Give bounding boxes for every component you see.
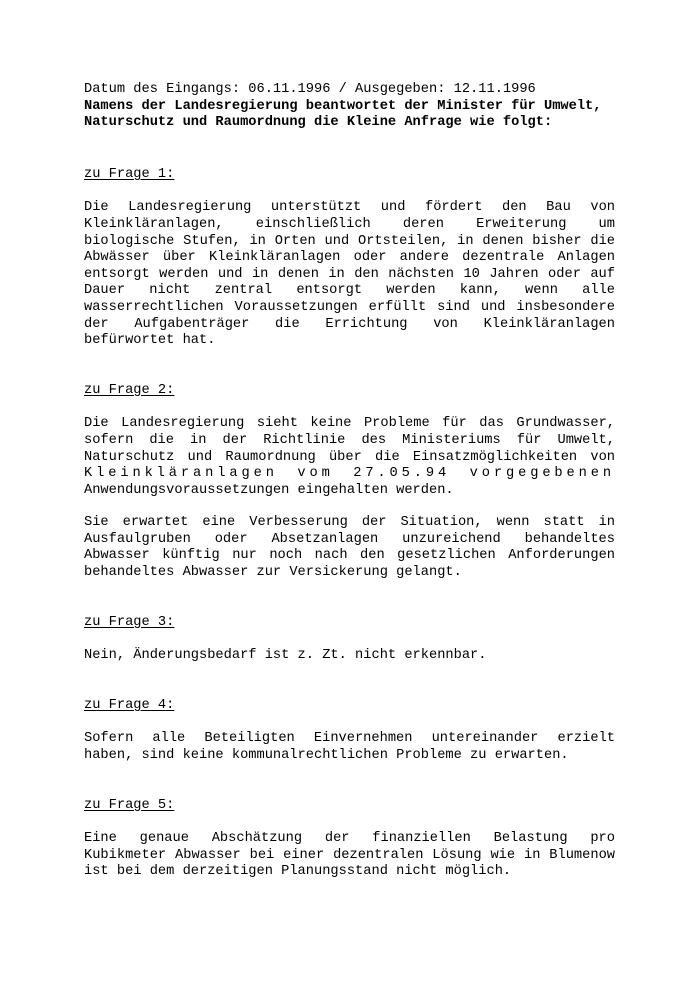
received-date-line: Datum des Eingangs: 06.11.1996 / Ausgegeben: 12.11.1996: [84, 82, 536, 97]
text-line: Anwendungsvoraussetzungen eingehalten werden.: [84, 482, 454, 498]
intro-statement: [84, 99, 615, 132]
text-line: Die Landesregierung sieht keine Probleme für das Grundwasser,: [84, 416, 615, 432]
answer-paragraph: [84, 648, 615, 665]
answer-paragraph: [84, 515, 615, 581]
text-line: entsorgt werden und in denen in den nächsten 10 Jahren oder auf: [84, 266, 615, 282]
text-line: Ausfaulgruben oder Absetzanlagen unzureichend behandeltes: [84, 531, 615, 547]
text-line: Abwässer über Kleinkläranlagen oder andere dezentrale Anlagen: [84, 250, 615, 266]
section-heading: zu Frage 4:: [84, 697, 175, 713]
section-heading: zu Frage 1:: [84, 166, 175, 182]
section-heading: zu Frage 2:: [84, 382, 175, 398]
text-line: Eine genaue Abschätzung der finanziellen Belastung pro: [84, 831, 615, 847]
answer-paragraph: [84, 731, 615, 764]
section-frage-2: [84, 383, 615, 582]
section-heading: zu Frage 5:: [84, 797, 175, 813]
text-line: befürwortet hat.: [84, 333, 216, 349]
document-page: [84, 82, 615, 881]
text-line: Nein, Änderungsbedarf ist z. Zt. nicht erkennbar.: [84, 648, 487, 664]
answer-paragraph: [84, 416, 615, 499]
text-line: wasserrechtlichen Voraussetzungen erfüllt sind und insbesondere: [84, 299, 615, 315]
text-line: behandeltes Abwasser zur Versickerung gelangt.: [84, 565, 462, 581]
text-line: Sofern alle Beteiligten Einvernehmen untereinander erzielt: [84, 731, 615, 747]
text-line: biologische Stufen, in Orten und Ortsteilen, in denen bisher die: [84, 233, 615, 249]
intro-line: Namens der Landesregierung beantwortet der Minister für Umwelt,: [84, 98, 602, 114]
text-line: Dauer nicht zentral entsorgt werden kann, wenn alle: [84, 283, 615, 299]
section-frage-1: [84, 167, 615, 350]
text-line: haben, sind keine kommunalrechtlichen Probleme zu erwarten.: [84, 748, 569, 764]
text-line: sofern die in der Richtlinie des Ministeriums für Umwelt,: [84, 432, 615, 448]
section-heading: zu Frage 3:: [84, 614, 175, 630]
text-line: Sie erwartet eine Verbesserung der Situation, wenn statt in: [84, 515, 615, 531]
text-line: Abwasser künftig nur noch nach den gesetzlichen Anforderungen: [84, 548, 615, 564]
text-line: ist bei dem derzeitigen Planungsstand nicht möglich.: [84, 864, 512, 880]
section-frage-4: [84, 698, 615, 765]
section-frage-3: [84, 615, 615, 665]
text-line: Kubikmeter Abwasser bei einer dezentralen Lösung wie in Blumenow: [84, 847, 615, 863]
text-line: Kleinkläranlagen vom 27.05.94 vorgegebenen: [84, 466, 615, 482]
answer-paragraph: [84, 831, 615, 881]
text-line: Kleinkläranlagen, einschließlich deren Erweiterung um: [84, 216, 615, 232]
answer-paragraph: [84, 200, 615, 349]
section-frage-5: [84, 798, 615, 881]
text-line: der Aufgabenträger die Errichtung von Kleinkläranlagen: [84, 316, 615, 332]
text-line: Naturschutz und Raumordnung über die Einsatzmöglichkeiten von: [84, 449, 615, 465]
intro-line: Naturschutz und Raumordnung die Kleine Anfrage wie folgt:: [84, 115, 553, 131]
text-line: Die Landesregierung unterstützt und fördert den Bau von: [84, 200, 615, 216]
